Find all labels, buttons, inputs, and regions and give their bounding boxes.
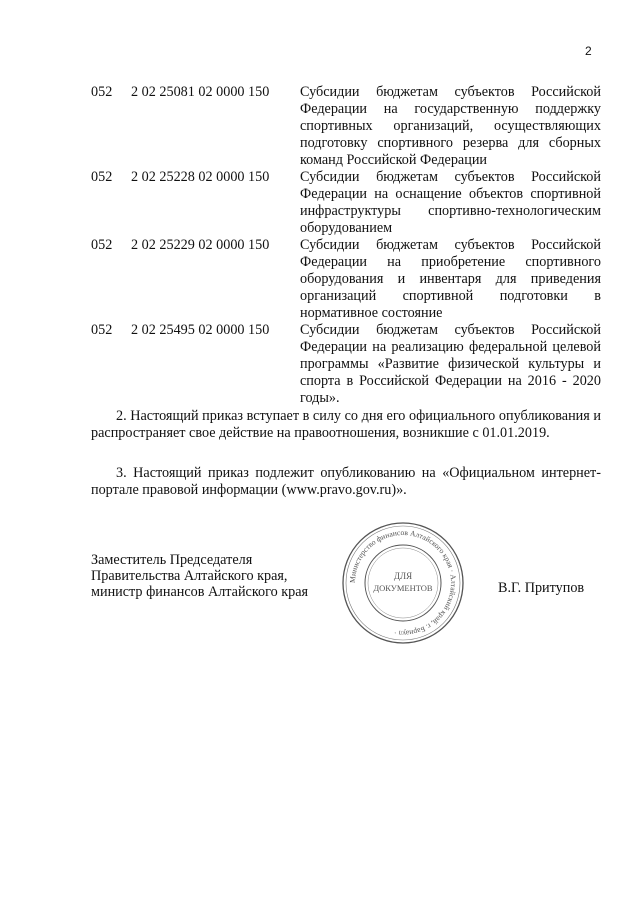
revenue-name-cell: Субсидии бюджетам субъектов Российской Федерации на приобретение спортивного оборудования и инвентаря для приведения организаций спортивной подготовки в нормативное состояние [300,237,601,321]
signer-position [91,552,308,600]
budget-code-cell: 2 02 25228 02 0000 150 [131,169,270,185]
budget-code-cell: 2 02 25229 02 0000 150 [131,237,270,253]
signer-position-line: Заместитель Председателя [91,552,253,568]
signer-name: В.Г. Притупов [498,580,585,596]
stamp-center-line: ДЛЯ [393,571,413,581]
table-row [91,84,601,169]
admin-code-cell: 052 [91,322,113,338]
official-stamp [339,519,467,647]
table-row [91,322,601,407]
table-row [91,169,601,237]
revenue-codes-table [91,84,601,407]
stamp-ring-textpath: Министерство финансов Алтайского края · Алтайский край, г. Барнаул · [347,527,459,639]
revenue-name-cell: Субсидии бюджетам субъектов Российской Федерации на оснащение объектов спортивной инфраструктуры спортивно-технологическим оборудованием [300,169,601,236]
admin-code-cell: 052 [91,237,113,253]
paragraph-publication: 3. Настоящий приказ подлежит опубликованию на «Официальном интернет-портале правовой информации (www.pravo.gov.ru)». [91,465,601,498]
budget-code-cell: 2 02 25081 02 0000 150 [131,84,270,100]
table-row [91,237,601,322]
signer-position-line: министр финансов Алтайского края [91,584,309,600]
revenue-name-cell: Субсидии бюджетам субъектов Российской Федерации на государственную поддержку спортивных организаций, осуществляющих подготовку спортивного резерва для сборных команд Российской Федерации [300,84,601,168]
admin-code-cell: 052 [91,169,113,185]
page-number: 2 [585,44,592,58]
revenue-name-cell: Субсидии бюджетам субъектов Российской Федерации на реализацию федеральной целевой программы «Развитие физической культуры и спорта в Российской Федерации на 2016 - 2020 годы». [300,322,601,406]
paragraph-effective-date: 2. Настоящий приказ вступает в силу со дня его официального опубликования и распространяет свое действие на правоотношения, возникшие с 01.01.2019. [91,408,601,441]
budget-code-cell: 2 02 25495 02 0000 150 [131,322,270,338]
stamp-center-line: ДОКУМЕНТОВ [373,583,433,593]
signer-position-line: Правительства Алтайского края, [91,568,288,584]
admin-code-cell: 052 [91,84,113,100]
